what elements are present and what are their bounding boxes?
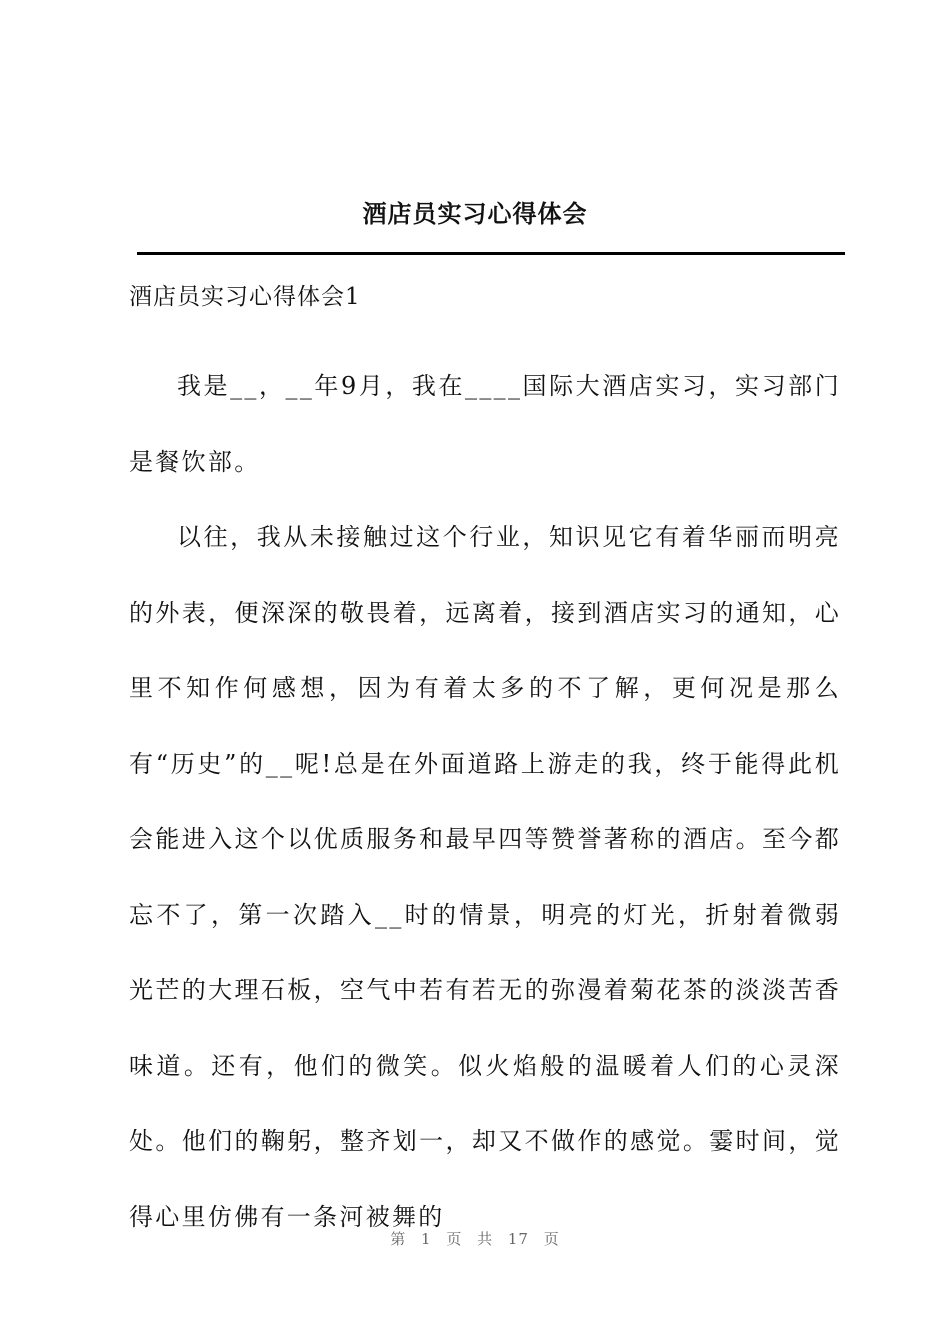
section-heading: 酒店员实习心得体会1 bbox=[129, 284, 361, 310]
page-number-footer: 第 1 页 共 17 页 bbox=[390, 1230, 560, 1248]
title-divider bbox=[137, 252, 845, 255]
document-title: 酒店员实习心得体会 bbox=[362, 199, 588, 228]
paragraph: 以往，我从未接触过这个行业，知识见它有着华丽而明亮的外表，便深深的敬畏着，远离着，接到酒店实习的通知，心里不知作何感想，因为有着太多的不了解，更何况是那么有“历史”的__呢!总是在外面道路上游走的我，终于能得此机会能进入这个以优质服务和最早四等赞誉著称的酒店。至今都忘不了，第一次踏入__时的情景，明亮的灯光，折射着微弱光芒的大理石板，空气中若有若无的弥漫着菊花茶的淡淡苦香味道。还有，他们的微笑。似火焰般的温暖着人们的心灵深处。他们的鞠躬，整齐划一，却又不做作的感觉。霎时间，觉得心里仿佛有一条河被舞的 bbox=[129, 523, 841, 1231]
paragraph: 我是__，__年9月，我在____国际大酒店实习，实习部门是餐饮部。 bbox=[129, 372, 841, 476]
document-body bbox=[129, 349, 841, 1255]
